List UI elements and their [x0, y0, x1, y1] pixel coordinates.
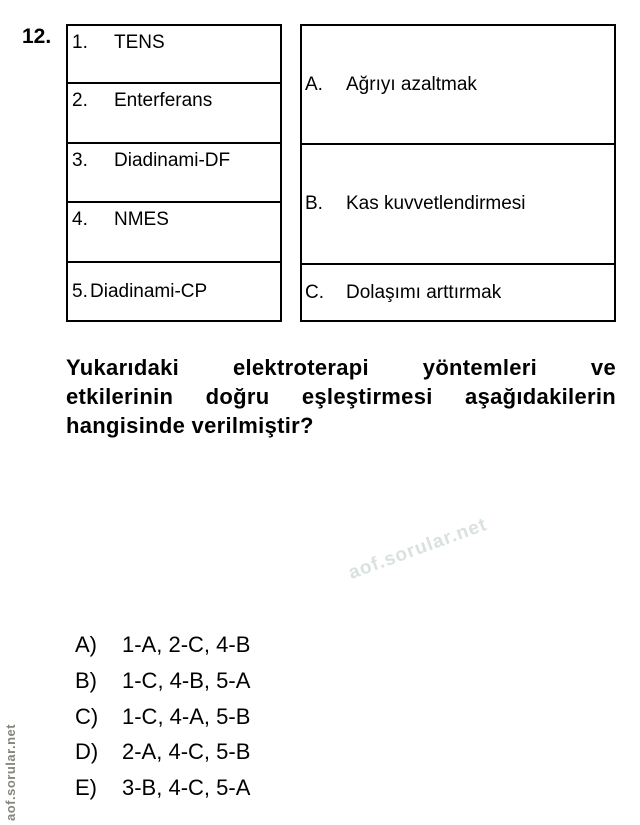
table-row	[302, 145, 614, 265]
option-d	[75, 734, 250, 770]
row-label: Dolaşımı arttırmak	[346, 281, 502, 303]
row-letter: A.	[305, 73, 323, 95]
row-number: 2.	[72, 90, 88, 111]
option-letter: A)	[75, 632, 97, 657]
option-b	[75, 663, 250, 699]
option-value: 3-B, 4-C, 5-A	[122, 775, 251, 801]
table-row	[68, 263, 280, 320]
option-c	[75, 699, 250, 735]
row-label: Enterferans	[114, 90, 213, 111]
table-row	[68, 203, 280, 263]
option-value: 1-A, 2-C, 4-B	[122, 632, 251, 657]
option-value: 1-C, 4-B, 5-A	[122, 667, 251, 693]
row-number: 5.	[72, 280, 88, 302]
row-number: 4.	[72, 209, 88, 230]
table-row	[302, 26, 614, 145]
row-letter: B.	[305, 193, 323, 214]
question-line: hangisinde verilmiştir?	[66, 413, 314, 438]
option-letter: B)	[75, 667, 97, 693]
effects-table	[300, 24, 616, 322]
option-a	[75, 627, 250, 663]
row-label: Kas kuvvetlendirmesi	[346, 193, 526, 214]
table-row	[302, 265, 614, 320]
side-watermark: aof.sorular.net	[3, 723, 18, 821]
table-row	[68, 84, 280, 144]
row-label: Ağrıyı azaltmak	[346, 73, 477, 95]
question-number: 12.	[22, 25, 52, 48]
option-e	[75, 770, 250, 806]
row-label: Diadinami-DF	[114, 150, 231, 171]
option-value: 1-C, 4-A, 5-B	[122, 703, 251, 729]
table-row	[68, 144, 280, 203]
option-value: 2-A, 4-C, 5-B	[122, 739, 251, 765]
option-letter: C)	[75, 703, 99, 729]
center-watermark: aof.sorular.net	[345, 514, 491, 584]
option-letter: D)	[75, 739, 99, 765]
question-line: etkilerinin doğru eşleştirmesi aşağıdakilerin	[66, 384, 616, 409]
row-label: TENS	[114, 32, 165, 53]
answer-options	[75, 627, 250, 806]
question-text	[66, 353, 616, 440]
question-line: Yukarıdaki elektroterapi yöntemleri ve	[66, 355, 616, 380]
row-label: NMES	[114, 209, 169, 230]
row-letter: C.	[305, 281, 324, 303]
option-letter: E)	[75, 775, 97, 801]
row-number: 3.	[72, 150, 88, 171]
table-row	[68, 26, 280, 84]
row-number: 1.	[72, 32, 88, 53]
methods-table	[66, 24, 282, 322]
row-label: Diadinami-CP	[90, 280, 208, 302]
